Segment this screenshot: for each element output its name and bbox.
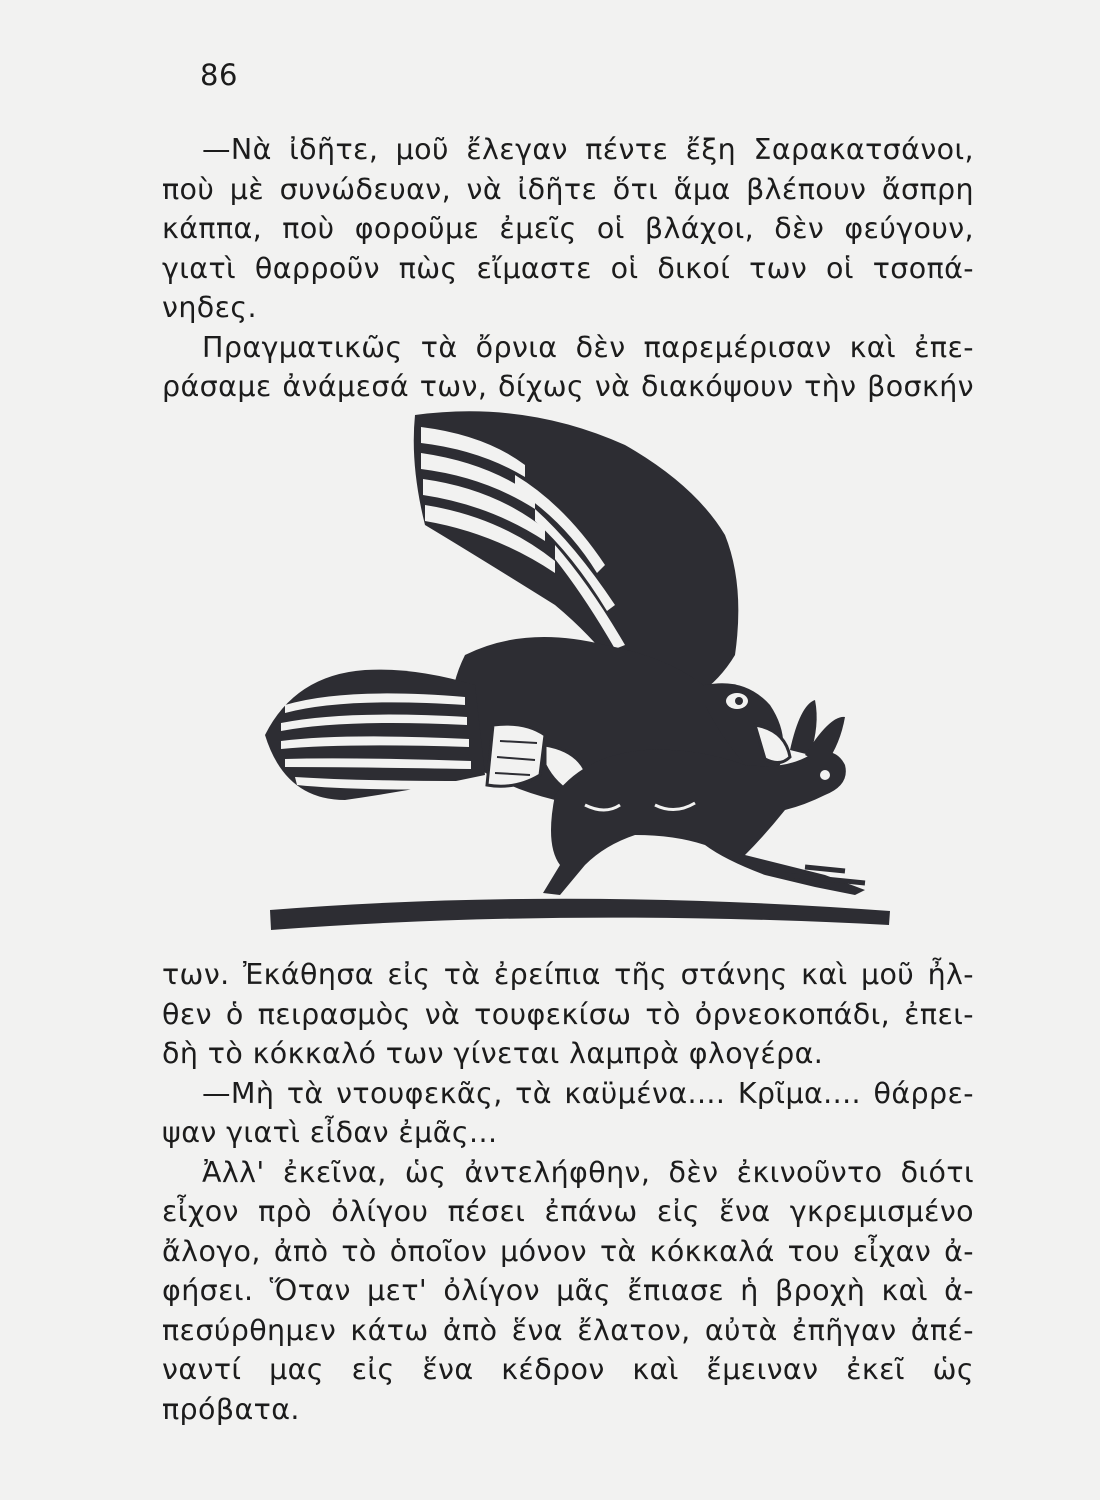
text-block-bottom: [162, 955, 974, 1426]
text-line: ποὺ μὲ συνώδευαν, νὰ ἰδῆτε ὅτι ἅμα βλέπουν ἄσπρη: [162, 172, 974, 206]
text-line: ψαν γιατὶ εἶδαν ἐμᾶς...: [162, 1116, 498, 1149]
text-line: δὴ τὸ κόκκαλό των γίνεται λαμπρὰ φλογέρα.: [162, 1037, 824, 1070]
text-line: Πραγματικῶς τὰ ὄρνια δὲν παρεμέρισαν καὶ ἐπε-: [202, 330, 974, 364]
text-line: —Νὰ ἰδῆτε, μοῦ ἔλεγαν πέντε ἔξη Σαρακατσάνοι,: [202, 133, 974, 166]
text-line: νηδες.: [162, 291, 258, 324]
page-number: 86: [200, 58, 238, 92]
text-line: ράσαμε ἀνάμεσά των, δίχως νὰ διακόψουν τὴν βοσκήν: [162, 370, 974, 403]
ground-bar: [270, 899, 890, 930]
text-line: γιατὶ θαρροῦν πὼς εἴμαστε οἱ δικοί των οἱ τσοπά-: [162, 251, 974, 285]
tail-icon: [265, 670, 485, 800]
text-line: Ἀλλ' ἐκεῖνα, ὡς ἀντελήφθην, δὲν ἐκινοῦντο διότι: [202, 1155, 974, 1189]
text-line: —Μὴ τὰ ντουφεκᾶς, τὰ καϋμένα.... Κρῖμα.... θάρρε-: [202, 1076, 974, 1110]
text-line: ἄλογο, ἀπὸ τὸ ὁποῖον μόνον τὰ κόκκαλά του εἶχαν ἀ-: [162, 1234, 974, 1268]
text-line: κάππα, ποὺ φοροῦμε ἐμεῖς οἱ βλάχοι, δὲν φεύγουν,: [162, 212, 974, 245]
text-line: θεν ὁ πειρασμὸς νὰ τουφεκίσω τὸ ὀρνεοκοπάδι, ἐπει-: [162, 997, 974, 1031]
text-line: φήσει. Ὅταν μετ' ὀλίγον μᾶς ἔπιασε ἡ βροχὴ καὶ ἀ-: [162, 1274, 974, 1307]
text-line: εἶχον πρὸ ὀλίγου πέσει ἐπάνω εἰς ἕνα γκρεμισμένο: [162, 1195, 974, 1228]
text-line: πεσύρθημεν κάτω ἀπὸ ἕνα ἔλατον, αὐτὰ ἐπῆγαν ἀπέ-: [162, 1313, 974, 1347]
text-line: των. Ἐκάθησα εἰς τὰ ἐρείπια τῆς στάνης καὶ μοῦ ἦλ-: [162, 958, 974, 991]
text-block-top: [162, 130, 974, 407]
text-line: ναντί μας εἰς ἕνα κέδρον καὶ ἔμειναν ἐκεῖ ὡς πρόβατα.: [162, 1353, 974, 1426]
vulture-hare-illustration: [225, 405, 915, 940]
